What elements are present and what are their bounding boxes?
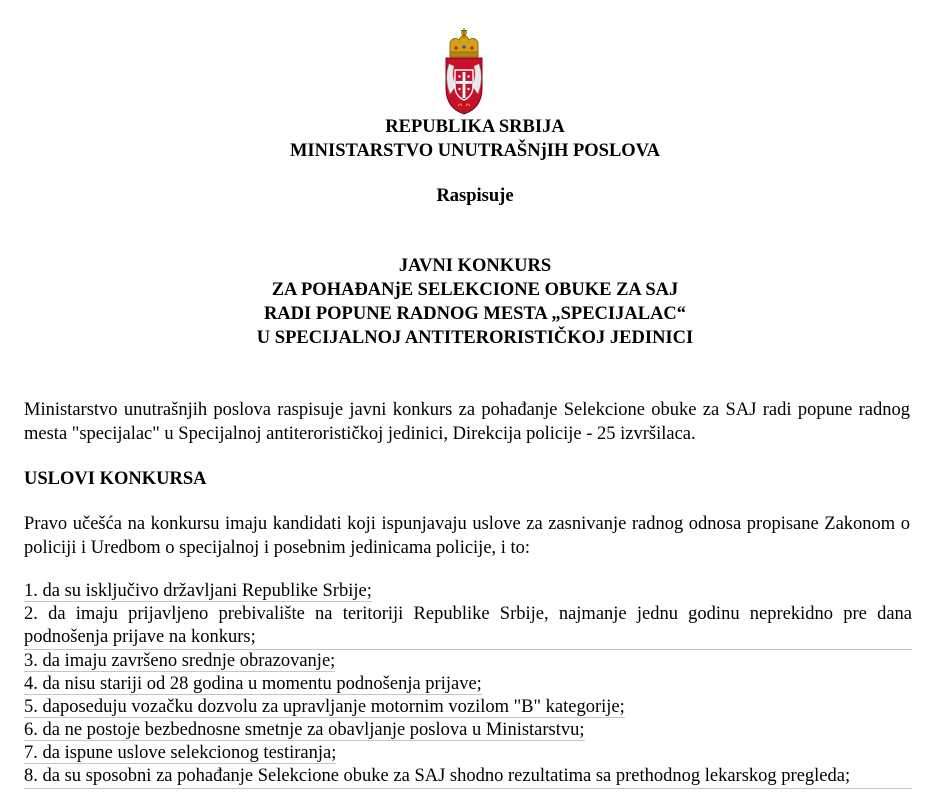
condition-text: 8. da su sposobni za pohađanje Selekcione obuke za SAJ shodno rezultatima sa prethodnog lekarskog pregleda; [24,765,912,789]
list-item [24,650,912,673]
announces-label: Raspisuje [436,186,514,206]
condition-text: 6. da ne postoje bezbednosne smetnje za obavljanje poslova u Ministarstvu; [24,720,585,740]
conditions-list [24,580,912,789]
title-line-2: ZA POHAĐANjE SELEKCIONE OBUKE ZA SAJ [271,280,679,300]
list-item [24,742,912,765]
conditions-intro-paragraph: Pravo učešća na konkursu imaju kandidati koji ispunjavaju uslove za zasnivanje radnog odnosa propisane Zakonom o policiji i Uredbom o specijalnoj i posebnim jedinicama policije, i to: [24,514,910,558]
ministry-name: MINISTARSTVO UNUTRAŠNjIH POSLOVA [289,141,661,161]
condition-text: 2. da imaju prijavljeno prebivalište na teritoriji Republike Srbije, najmanje jednu godinu neprekidno pre dana podnošenja prijave na konkurs; [24,603,912,650]
list-item [24,603,912,650]
title-line-4: U SPECIJALNOJ ANTITERORISTIČKOJ JEDINICI [256,328,694,348]
list-item [24,719,912,742]
header-block [0,115,950,163]
condition-text: 5. daposeduju vozačku dozvolu za upravljanje motornim vozilom "B" kategorije; [24,697,625,717]
conditions-heading: USLOVI KONKURSA [24,469,207,489]
title-line-3: RADI POPUNE RADNOG MESTA „SPECIJALAC“ [263,304,687,324]
condition-text: 7. da ispune uslove selekcionog testiranja; [24,743,337,763]
list-item [24,673,912,696]
list-item [24,696,912,719]
condition-text: 3. da imaju završeno srednje obrazovanje; [24,651,336,671]
list-item [24,580,912,603]
condition-text: 1. da su isključivo državljani Republike Srbije; [24,581,372,601]
condition-text: 4. da nisu stariji od 28 godina u momentu podnošenja prijave; [24,674,482,694]
title-line-1: JAVNI KONKURS [398,256,552,276]
republic-name: REPUBLIKA SRBIJA [385,117,565,137]
list-item [24,765,912,789]
intro-paragraph: Ministarstvo unutrašnjih poslova raspisuje javni konkurs za pohađanje Selekcione obuke za SAJ radi popune radnog mesta "specijalac" u Specijalnoj antiterorističkoj jedinici, Direkcija policije - 25 izvršilaca. [24,400,910,444]
crown-icon [450,28,478,57]
competition-title [0,254,950,350]
coat-of-arms-icon [440,26,488,116]
